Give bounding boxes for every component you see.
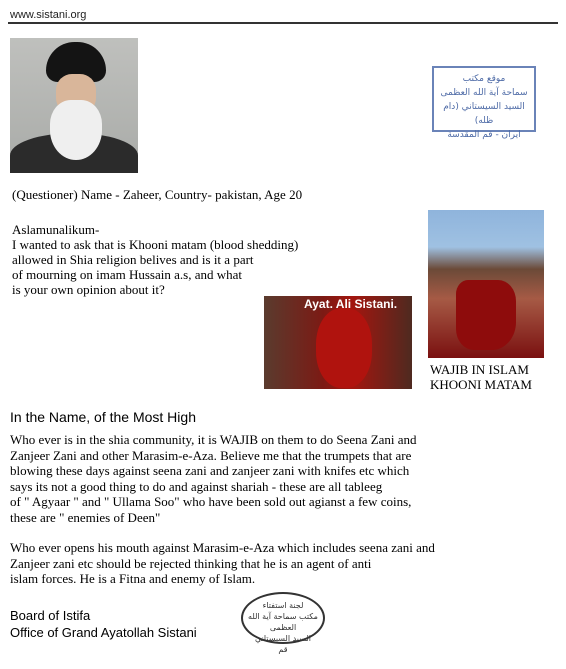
answer-line: Who ever opens his mouth against Marasim-e-Aza which includes seena zani and (10, 540, 435, 555)
stamp-oval-line: مكتب سماحة آية الله العظمى (248, 612, 318, 632)
answer-line: says its not a good thing to do and against shariah - these are all tableeg (10, 478, 383, 494)
stamp-oval-line: لجنة استفتاء (262, 601, 304, 610)
question-line: Aslamunalikum- (12, 222, 100, 237)
office-stamp-top (432, 66, 536, 140)
photo-caption: Ayat. Ali Sistani. (304, 297, 398, 311)
matam-photo-face (264, 296, 412, 389)
site-url: www.sistani.org (10, 9, 87, 21)
stamp-top-line: سماحة آية الله العظمى (440, 88, 528, 98)
answer-line: Zanjeer zani etc should be rejected thinking that he is an agent of anti (10, 555, 372, 571)
paragraph-gap (10, 525, 480, 540)
photo-blood (456, 280, 516, 350)
question-line: allowed in Shia religion belives and is it a part (12, 252, 254, 267)
sistani-portrait (10, 38, 138, 173)
answer-line: of " Agyaar " and " Ullama Soo" who have been sold out agianst a few coins, (10, 494, 412, 509)
question-line: I wanted to ask that is Khooni matam (blood shedding) (12, 237, 299, 252)
signature-line: Office of Grand Ayatollah Sistani (10, 625, 197, 640)
stamp-top-line: السيد السيستاني (دام ظله) (443, 102, 525, 126)
matam-photo-back (428, 210, 544, 358)
stamp-top-line: ايران - قم المقدسة (447, 130, 521, 140)
answer-heading: In the Name, of the Most High (10, 409, 196, 425)
question-line: of mourning on imam Hussain a.s, and what (12, 267, 242, 282)
photo-bloody-face (316, 308, 372, 388)
answer-line: these are " enemies of Deen" (10, 509, 161, 525)
portrait-beard (50, 100, 102, 160)
header-divider (8, 22, 558, 24)
wajib-caption-line: KHOONI MATAM (430, 377, 532, 392)
stamp-top-line: موقع مكتب (462, 74, 506, 84)
answer-line: Zanjeer Zani and other Marasim-e-Aza. Believe me that the trumpets that are (10, 447, 412, 463)
stamp-oval-line: السيد السيستاني (254, 634, 312, 643)
signature-line: Board of Istifa (10, 608, 91, 623)
answer-line: islam forces. He is a Fitna and enemy of Islam. (10, 571, 256, 586)
wajib-caption (430, 362, 532, 392)
signature-block (10, 607, 197, 641)
questioner-info: (Questioner) Name - Zaheer, Country- pakistan, Age 20 (12, 187, 303, 202)
wajib-caption-line: WAJIB IN ISLAM (430, 362, 529, 377)
answer-line: Who ever is in the shia community, it is WAJIB on them to do Seena Zani and (10, 432, 417, 447)
answer-text (10, 432, 480, 587)
stamp-oval-line: قم (278, 645, 288, 654)
office-stamp-oval (241, 592, 325, 654)
question-text (12, 222, 312, 297)
answer-line: blowing these days against seena zani and zanjeer zani with knifes etc which (10, 463, 410, 478)
question-line: is your own opinion about it? (12, 282, 165, 297)
